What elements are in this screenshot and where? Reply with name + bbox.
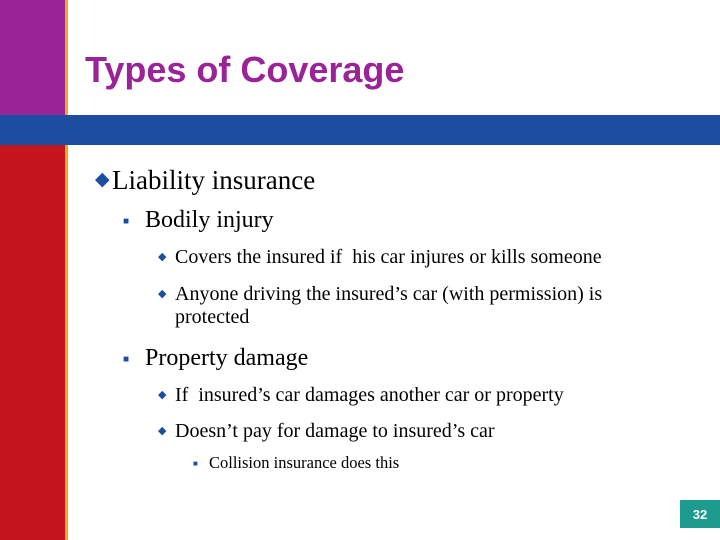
bullet-text-line-1: Anyone driving the insured’s car (with permission) is — [175, 283, 603, 305]
bullet-liability-insurance — [95, 165, 315, 196]
bullet-text-line-2: protected — [175, 306, 250, 328]
bullet-collision-insurance — [193, 453, 399, 473]
bullet-text: Covers the insured if his car injures or kills someone — [175, 246, 602, 268]
bullet-property-damage — [123, 345, 308, 372]
bullet-text: Doesn’t pay for damage to insured’s car — [175, 420, 495, 442]
bullet-text: Collision insurance does this — [209, 453, 400, 472]
left-red-band — [0, 145, 65, 540]
bullet-anyone-driving — [158, 283, 602, 329]
diamond-icon: ◆ — [158, 425, 167, 437]
square-icon: ■ — [123, 216, 130, 227]
bullet-text: Liability insurance — [112, 165, 316, 195]
bullet-if-insured — [158, 384, 564, 407]
bullet-doesnt-pay — [158, 420, 495, 443]
square-icon: ■ — [193, 459, 198, 468]
page-number-badge: 32 — [680, 500, 720, 528]
square-icon: ■ — [123, 354, 130, 365]
left-purple-band — [0, 0, 65, 115]
bullet-covers-insured — [158, 246, 602, 269]
diamond-icon: ◆ — [95, 169, 110, 190]
diamond-icon: ◆ — [158, 288, 167, 300]
left-gold-divider — [65, 0, 68, 540]
diamond-icon: ◆ — [158, 251, 167, 263]
bullet-text: If insured’s car damages another car or property — [175, 384, 564, 406]
slide-title: Types of Coverage — [85, 49, 405, 90]
bullet-bodily-injury — [123, 207, 274, 234]
bullet-text: Bodily injury — [145, 207, 274, 233]
title-underline-bar — [0, 115, 720, 145]
diamond-icon: ◆ — [158, 389, 167, 401]
bullet-text: Property damage — [145, 345, 309, 371]
